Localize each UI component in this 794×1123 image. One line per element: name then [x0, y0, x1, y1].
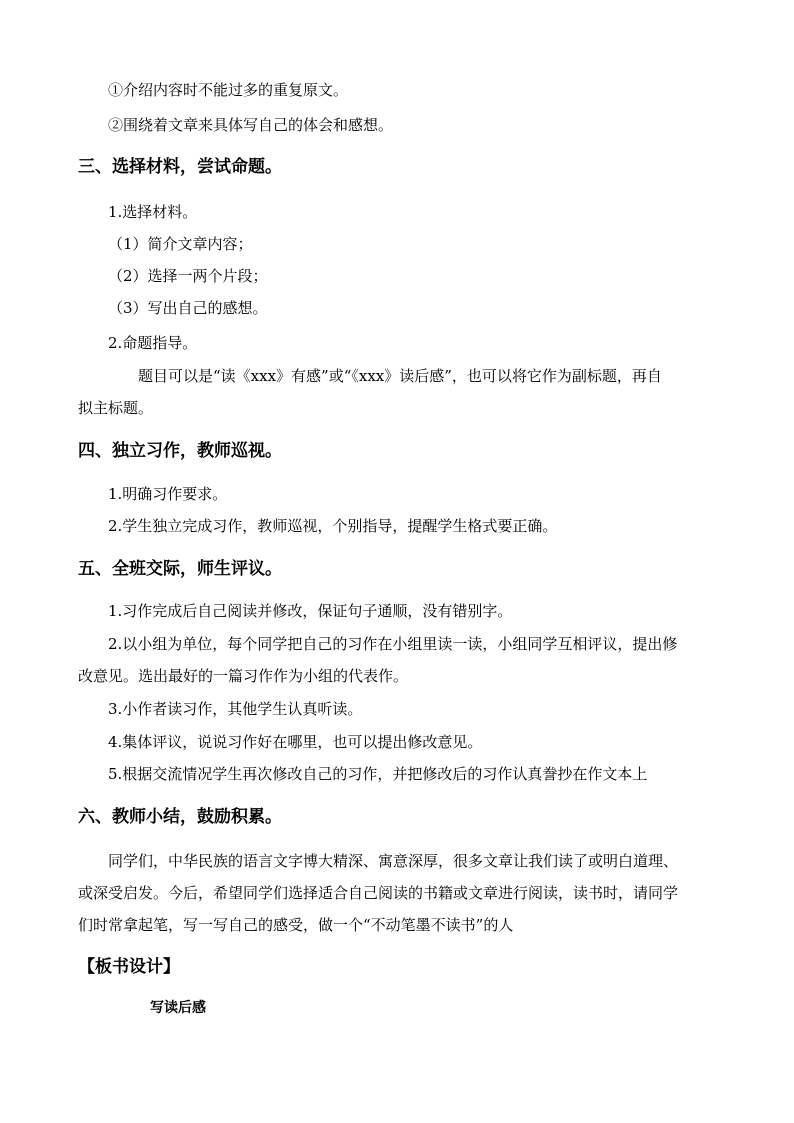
section-3-sub-3: （3）写出自己的感想。	[108, 299, 268, 317]
section-6-paragraph-line-1: 同学们，中华民族的语言文字博大精深、寓意深厚，很多文章让我们读了或明白道理、	[108, 852, 679, 870]
board-design-subtitle: 写读后感	[150, 1000, 206, 1016]
section-4-heading: 四、独立习作，教师巡视。	[78, 441, 282, 461]
intro-point-1: ①介绍内容时不能过多的重复原文。	[108, 81, 349, 99]
section-3-paragraph-line-1: 题目可以是“读《xxx》有感”或“《xxx》读后感”，也可以将它作为副标题，再自	[138, 367, 662, 385]
intro-point-2: ②围绕着文章来具体写自己的体会和感想。	[108, 116, 394, 134]
section-5-item-2-line-1: 2.以小组为单位，每个同学把自己的习作在小组里读一读，小组同学互相评议，提出修	[108, 635, 678, 653]
section-3-heading: 三、选择材料，尝试命题。	[78, 157, 282, 177]
section-5-item-5: 5.根据交流情况学生再次修改自己的习作，并把修改后的习作认真誊抄在作文本上	[108, 765, 648, 783]
section-3-sub-1: （1）简介文章内容；	[108, 235, 253, 253]
section-3-paragraph-line-2: 拟主标题。	[78, 399, 154, 417]
section-4-item-2: 2.学生独立完成习作，教师巡视，个别指导，提醒学生格式要正确。	[108, 517, 558, 535]
section-5-heading: 五、全班交际，师生评议。	[78, 559, 282, 579]
board-design-title: 【板书设计】	[78, 957, 180, 977]
section-4-item-1: 1.明确习作要求。	[108, 485, 228, 503]
section-5-item-1: 1.习作完成后自己阅读并修改，保证句子通顺，没有错别字。	[108, 602, 513, 620]
section-3-sub-2: （2）选择一两个片段；	[108, 267, 268, 285]
section-6-paragraph-line-2: 或深受启发。今后，希望同学们选择适合自己阅读的书籍或文章进行阅读，读书时，请同学	[78, 884, 679, 902]
section-5-item-4: 4.集体评议，说说习作好在哪里，也可以提出修改意见。	[108, 733, 483, 751]
section-6-paragraph-line-3: 们时常拿起笔，写一写自己的感受，做一个“不动笔墨不读书”的人	[78, 916, 514, 934]
section-3-item-1: 1.选择材料。	[108, 203, 198, 221]
section-5-item-3: 3.小作者读习作，其他学生认真听读。	[108, 700, 363, 718]
section-5-item-2-line-2: 改意见。选出最好的一篇习作作为小组的代表作。	[78, 667, 409, 685]
section-6-heading: 六、教师小结，鼓励积累。	[78, 807, 282, 827]
section-3-item-2: 2.命题指导。	[108, 334, 198, 352]
